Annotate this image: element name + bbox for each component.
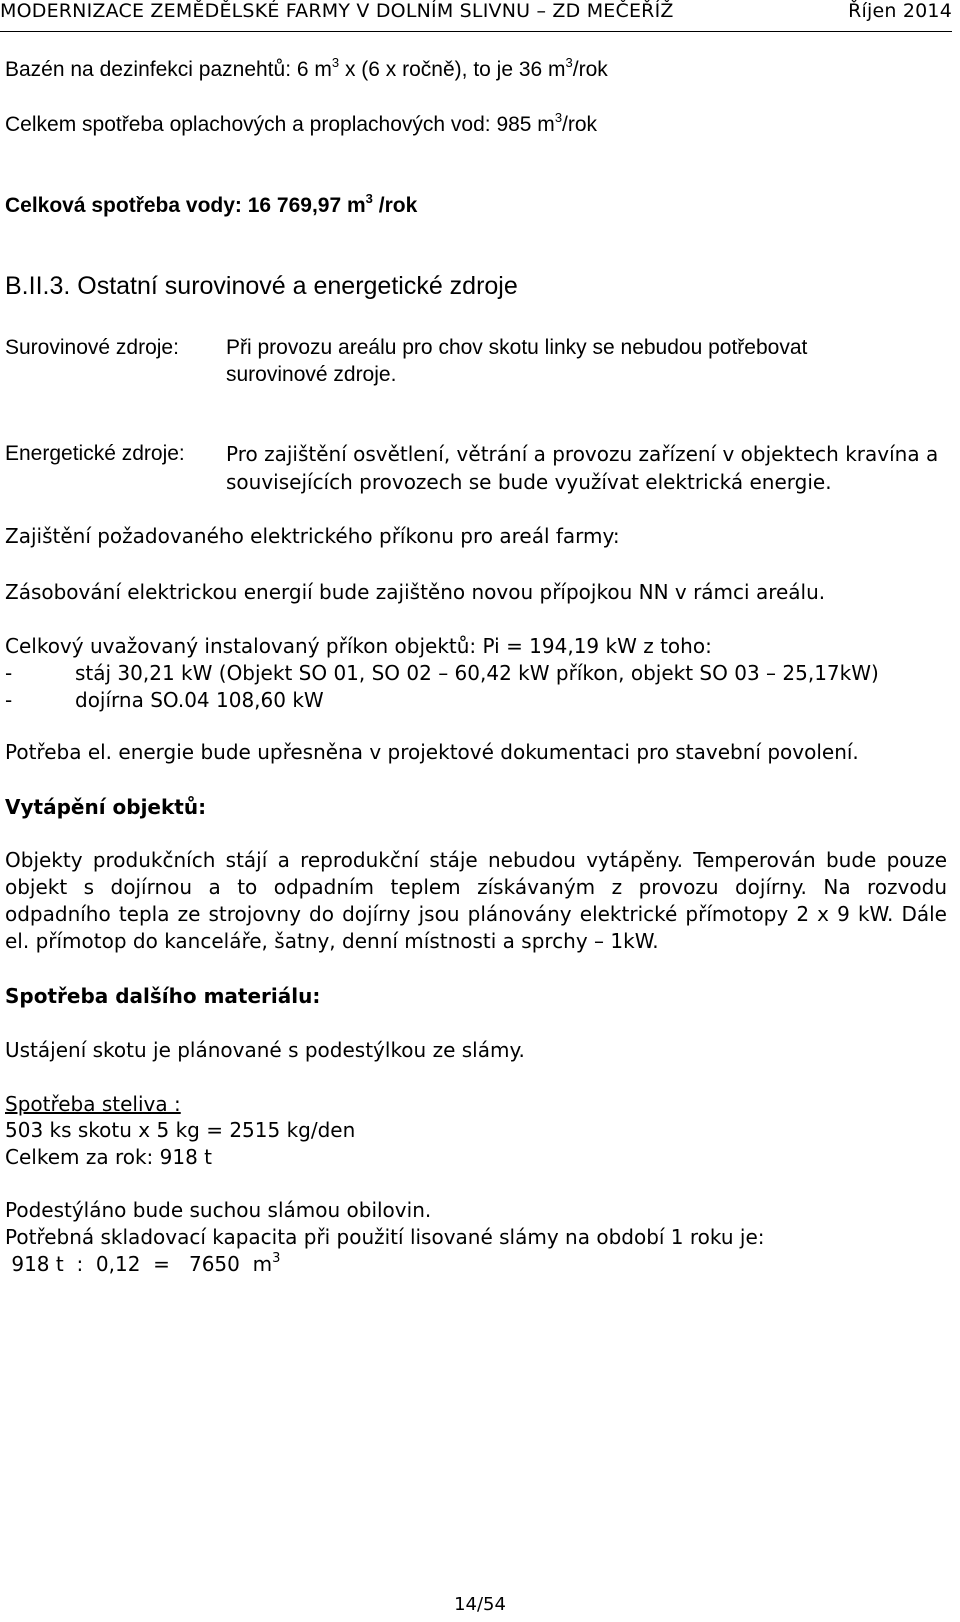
power-need: Potřeba el. energie bude upřesněna v projektové dokumentaci pro stavební povolení. [5, 740, 859, 764]
straw-line: Podestýláno bude suchou slámou obilovin. [5, 1198, 432, 1222]
page-number: 14/54 [454, 1594, 506, 1615]
power-item-2: - dojírna SO.04 108,60 kW [5, 688, 324, 712]
heating-heading: Vytápění objektů: [5, 795, 207, 819]
page-header [0, 0, 952, 30]
header-rule [0, 31, 952, 32]
litter-calc-2: Celkem za rok: 918 t [5, 1145, 213, 1169]
material-heading: Spotřeba dalšího materiálu: [5, 984, 321, 1008]
litter-heading: Spotřeba steliva : [5, 1092, 181, 1116]
power-supply: Zásobování elektrickou energií bude zajištěno novou přípojkou NN v rámci areálu. [5, 580, 826, 604]
litter-calc-1: 503 ks skotu x 5 kg = 2515 kg/den [5, 1118, 356, 1142]
heating-line1: Objekty produkčních stájí a reprodukční stáje nebudou vytápěny. Temperován bude pouze [5, 848, 947, 872]
energy-sources-line2: souvisejících provozech se bude využívat elektrická energie. [226, 470, 832, 494]
capacity-result: 918 t : 0,12 = 7650 $m^3$ [5, 1251, 281, 1276]
capacity-line: Potřebná skladovací kapacita při použití lisované slámy na období 1 roku je: [5, 1225, 765, 1249]
total-water-line: Celková spotřeba vody: 16 769,97 $m^3$ /rok [5, 191, 418, 217]
header-title: MODERNIZACE ZEMĚDĚLSKÉ FARMY V DOLNÍM SLIVNU – ZD MEČEŘÍŽ [0, 0, 674, 22]
heating-line2: objekt s dojírnou a to odpadním teplem získávaným z provozu dojírny. Na rozvodu [5, 875, 947, 899]
raw-sources-line2: surovinové zdroje. [226, 363, 397, 386]
power-item-1: - stáj 30,21 kW (Objekt SO 01, SO 02 – 60,42 kW příkon, objekt SO 03 – 25,17kW) [5, 661, 879, 685]
heating-line3: odpadního tepla ze strojovny do dojírny jsou plánovány elektrické přímotopy 2 x 9 kW. Dále [5, 902, 947, 926]
bath-line: Bazén na dezinfekci paznehtů: 6 $m^3$ x (6 x ročně), to je 36 $m^3$/rok [5, 55, 608, 81]
power-intro: Zajištění požadovaného elektrického příkonu pro areál farmy: [5, 524, 620, 548]
raw-sources-label: Surovinové zdroje: [5, 336, 179, 359]
raw-sources-line1: Při provozu areálu pro chov skotu linky se nebudou potřebovat [226, 336, 808, 359]
energy-sources-line1: Pro zajištění osvětlení, větrání a provozu zařízení v objektech kravína a [226, 442, 939, 466]
rinse-water-line: Celkem spotřeba oplachových a proplachových vod: 985 $m^3$/rok [5, 110, 598, 136]
section-heading: B.II.3. Ostatní surovinové a energetické zdroje [5, 272, 518, 300]
power-total: Celkový uvažovaný instalovaný příkon objektů: Pi = 194,19 kW z toho: [5, 634, 712, 658]
header-date: Říjen 2014 [848, 0, 952, 22]
heating-line4: el. přímotop do kanceláře, šatny, denní místnosti a sprchy – 1kW. [5, 929, 659, 953]
bedding-line: Ustájení skotu je plánované s podestýlkou ze slámy. [5, 1038, 525, 1062]
energy-sources-label: Energetické zdroje: [5, 442, 185, 465]
